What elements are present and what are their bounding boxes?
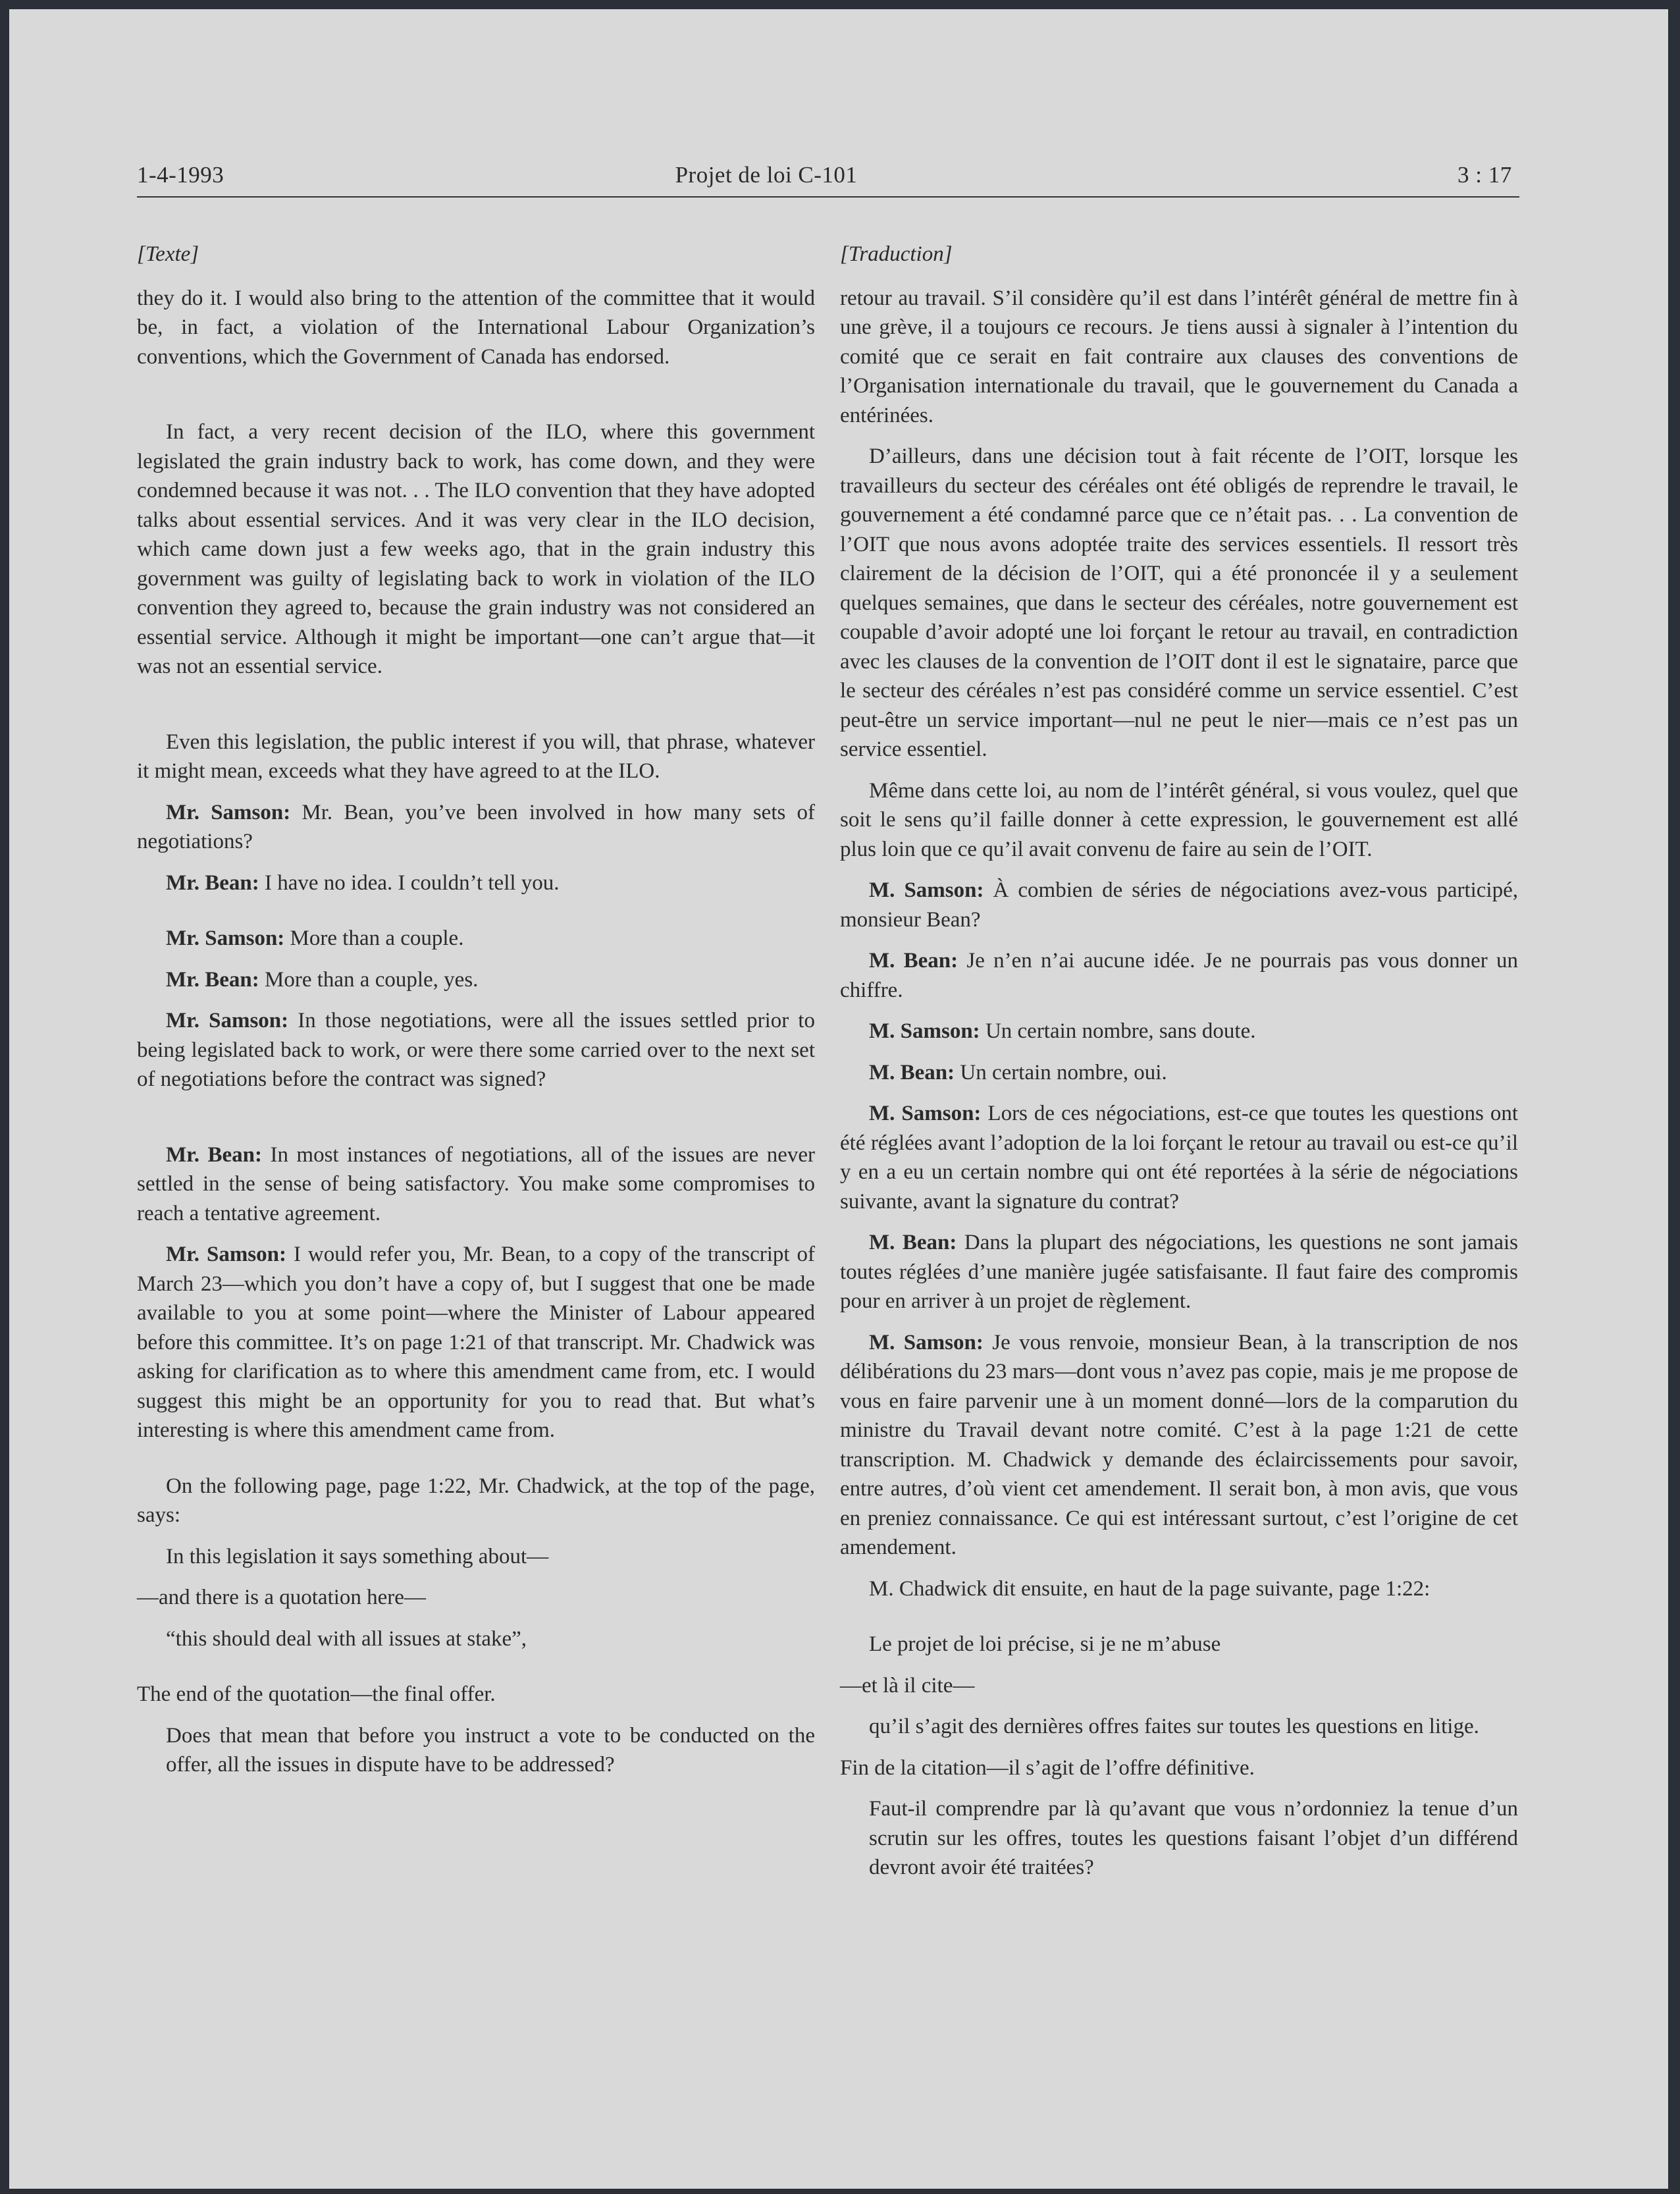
dialogue-entry	[840, 1099, 1518, 1216]
speech-text: À combien de séries de négociations avez-vous participé, monsieur Bean?	[840, 878, 1518, 932]
speaker-name: Mr. Samson:	[166, 1243, 286, 1266]
dialogue-entry	[840, 876, 1518, 934]
speech-text: More than a couple, yes.	[259, 967, 479, 992]
dialogue-entry	[840, 1017, 1518, 1046]
speech-text: Mr. Bean, you’ve been involved in how many sets of negotiations?	[137, 800, 815, 853]
quotation: In this legislation it says something about—	[166, 1544, 549, 1568]
quotation: Faut-il comprendre par là qu’avant que vous n’ordonniez la tenue d’un scrutin sur les offres, toutes les questions faisant l’objet d’un différend devront avoir été traitées?	[869, 1797, 1518, 1879]
quotation: Does that mean that before you instruct a vote to be conducted on the offer, all the issues in dispute have to be addressed?	[166, 1723, 815, 1777]
speaker-name: M. Samson:	[869, 878, 984, 902]
dialogue-entry	[840, 946, 1518, 1005]
speaker-name: M. Samson:	[869, 1019, 980, 1043]
dialogue-entry	[840, 1058, 1518, 1088]
speech-text: More than a couple.	[284, 926, 464, 950]
paragraph: Even this legislation, the public interest if you will, that phrase, whatever it might mean, exceeds what they have agreed to at the ILO.	[137, 730, 815, 783]
dialogue-entry	[137, 965, 815, 995]
french-column	[840, 240, 1518, 1894]
speaker-name: M. Bean:	[869, 1231, 957, 1254]
paragraph: they do it. I would also bring to the attention of the committee that it would be, in fact, a violation of the International Labour Organization’s conventions, which the Government of Canada has endorsed.	[137, 286, 815, 369]
dialogue-entry	[137, 924, 815, 953]
speaker-name: M. Bean:	[869, 1060, 955, 1084]
speaker-name: Mr. Bean:	[166, 967, 259, 992]
dialogue-entry	[137, 1140, 815, 1229]
section-marker: [Traduction]	[840, 242, 953, 266]
paragraph: Fin de la citation—il s’agit de l’offre définitive.	[840, 1755, 1255, 1780]
english-column	[137, 240, 815, 1792]
paragraph: retour au travail. S’il considère qu’il est dans l’intérêt général de mettre fin à une grève, il a toujours ce recours. Je tiens aussi à signaler à l’intention du comité que ce serait en fait contraire aux clauses des conventions de l’Organisation internationale du travail, que le gouvernement du Canada a entérinées.	[840, 286, 1518, 427]
header-page-number: 3 : 17	[1457, 162, 1512, 188]
speech-text: Un certain nombre, sans doute.	[980, 1019, 1256, 1043]
paragraph: Même dans cette loi, au nom de l’intérêt général, si vous voulez, quel que soit le sens qu’il faille donner à cette expression, le gouvernement est allé plus loin que ce qu’il avait convenu de faire au sein de l’OIT.	[840, 778, 1518, 861]
speaker-name: Mr. Bean:	[166, 1142, 262, 1167]
speech-text: Je n’en n’ai aucune idée. Je ne pourrais pas vous donner un chiffre.	[840, 949, 1518, 1002]
speaker-name: M. Bean:	[869, 949, 958, 973]
quotation: “this should deal with all issues at stake”,	[166, 1626, 527, 1651]
speech-text: I have no idea. I couldn’t tell you.	[259, 870, 560, 895]
speech-text: Dans la plupart des négociations, les questions ne sont jamais toutes réglées d’une manière jugée satisfaisante. Il faut faire des compromis pour en arriver à un projet de règlement.	[840, 1231, 1518, 1313]
dialogue-entry	[840, 1328, 1518, 1563]
dialogue-entry	[137, 1006, 815, 1094]
quotation: qu’il s’agit des dernières offres faites sur toutes les questions en litige.	[869, 1715, 1479, 1738]
speech-text: Un certain nombre, oui.	[955, 1060, 1167, 1084]
paragraph: The end of the quotation—the final offer.	[137, 1682, 496, 1706]
speech-text: In most instances of negotiations, all of the issues are never settled in the sense of being satisfactory. You make some compromises to reach a tentative agreement.	[137, 1142, 815, 1225]
speaker-name: Mr. Samson:	[166, 800, 291, 824]
document-page	[9, 9, 1668, 2189]
aside-text: —et là il cite—	[840, 1673, 975, 1698]
speech-text: Je vous renvoie, monsieur Bean, à la transcription de nos délibérations du 23 mars—dont vous n’avez pas copie, mais je me propose de vous en faire parvenir une à un moment donné—lors de la comparution du ministre du Travail devant notre comité. C’est à la page 1:21 de cette transcription. M. Chadwick y demande des éclaircissements pour savoir, entre autres, d’où vient cet amendement. Il serait bon, à mon avis, que vous en preniez connaissance. Ce qui est intéressant surtout, c’est l’origine de cet amendement.	[840, 1330, 1518, 1559]
dialogue-entry	[137, 1240, 815, 1445]
aside-text: —and there is a quotation here—	[137, 1586, 426, 1609]
paragraph: On the following page, page 1:22, Mr. Chadwick, at the top of the page, says:	[137, 1474, 815, 1527]
paragraph: In fact, a very recent decision of the ILO, where this government legislated the grain industry back to work, has come down, and they were condemned because it was not. . . The ILO convention that they have adopted talks about essential services. And it was very clear in the ILO decision, which came down just a few weeks ago, that in the grain industry this government was guilty of legislating back to work in violation of the ILO convention they agreed to, because the grain industry was not considered an essential service. Although it might be important—one can’t argue that—it was not an essential service.	[137, 420, 815, 678]
paragraph: D’ailleurs, dans une décision tout à fait récente de l’OIT, lorsque les travailleurs du secteur des céréales ont été obligés de reprendre le travail, le gouvernement a été condamné parce que ce n’était pas. . . La convention de l’OIT que nous avons adoptée traite des services essentiels. Il ressort très clairement de la décision de l’OIT, qui a été prononcée il y a seulement quelques semaines, que dans le secteur des céréales, notre gouvernement est coupable d’avoir adopté une loi forçant le retour au travail, en contradiction avec les clauses de la convention de l’OIT dont il est le signataire, parce que le secteur des céréales n’est pas considéré comme un service essentiel. C’est peut-être un service important—nul ne peut le nier—mais ce n’est pas un service essentiel.	[840, 444, 1518, 761]
speaker-name: Mr. Samson:	[166, 926, 285, 950]
speaker-name: M. Samson:	[869, 1330, 984, 1354]
dialogue-entry	[137, 869, 815, 898]
section-marker: [Texte]	[137, 242, 199, 266]
paragraph: M. Chadwick dit ensuite, en haut de la page suivante, page 1:22:	[869, 1576, 1431, 1601]
dialogue-entry	[137, 798, 815, 857]
dialogue-entry	[840, 1228, 1518, 1316]
speech-text: I would refer you, Mr. Bean, to a copy of the transcript of March 23—which you don’t have a copy of, but I suggest that one be made available to you at some point—where the Minister of Labour appeared before this committee. It’s on page 1:21 of that transcript. Mr. Chadwick was asking for clarification as to where this amendment came from, etc. I would suggest this might be an opportunity for you to read that. But what’s interesting is where this amendment came from.	[137, 1243, 815, 1442]
speech-text: In those negotiations, were all the issues settled prior to being legislated back to work, or were there some carried over to the next set of negotiations before the contract was signed?	[137, 1009, 815, 1091]
speaker-name: Mr. Bean:	[166, 870, 259, 895]
speaker-name: Mr. Samson:	[166, 1009, 289, 1032]
quotation: Le projet de loi précise, si je ne m’abuse	[869, 1632, 1221, 1656]
header-rule	[137, 196, 1519, 198]
header-title: Projet de loi C-101	[675, 162, 858, 188]
header-date: 1-4-1993	[137, 162, 224, 188]
speaker-name: M. Samson:	[869, 1102, 982, 1125]
speech-text: Lors de ces négociations, est-ce que toutes les questions ont été réglées avant l’adoption de la loi forçant le retour au travail ou est-ce qu’il y en a eu un certain nombre qui ont été reportées à la série de négociations suivante, avant la signature du contrat?	[840, 1102, 1518, 1214]
